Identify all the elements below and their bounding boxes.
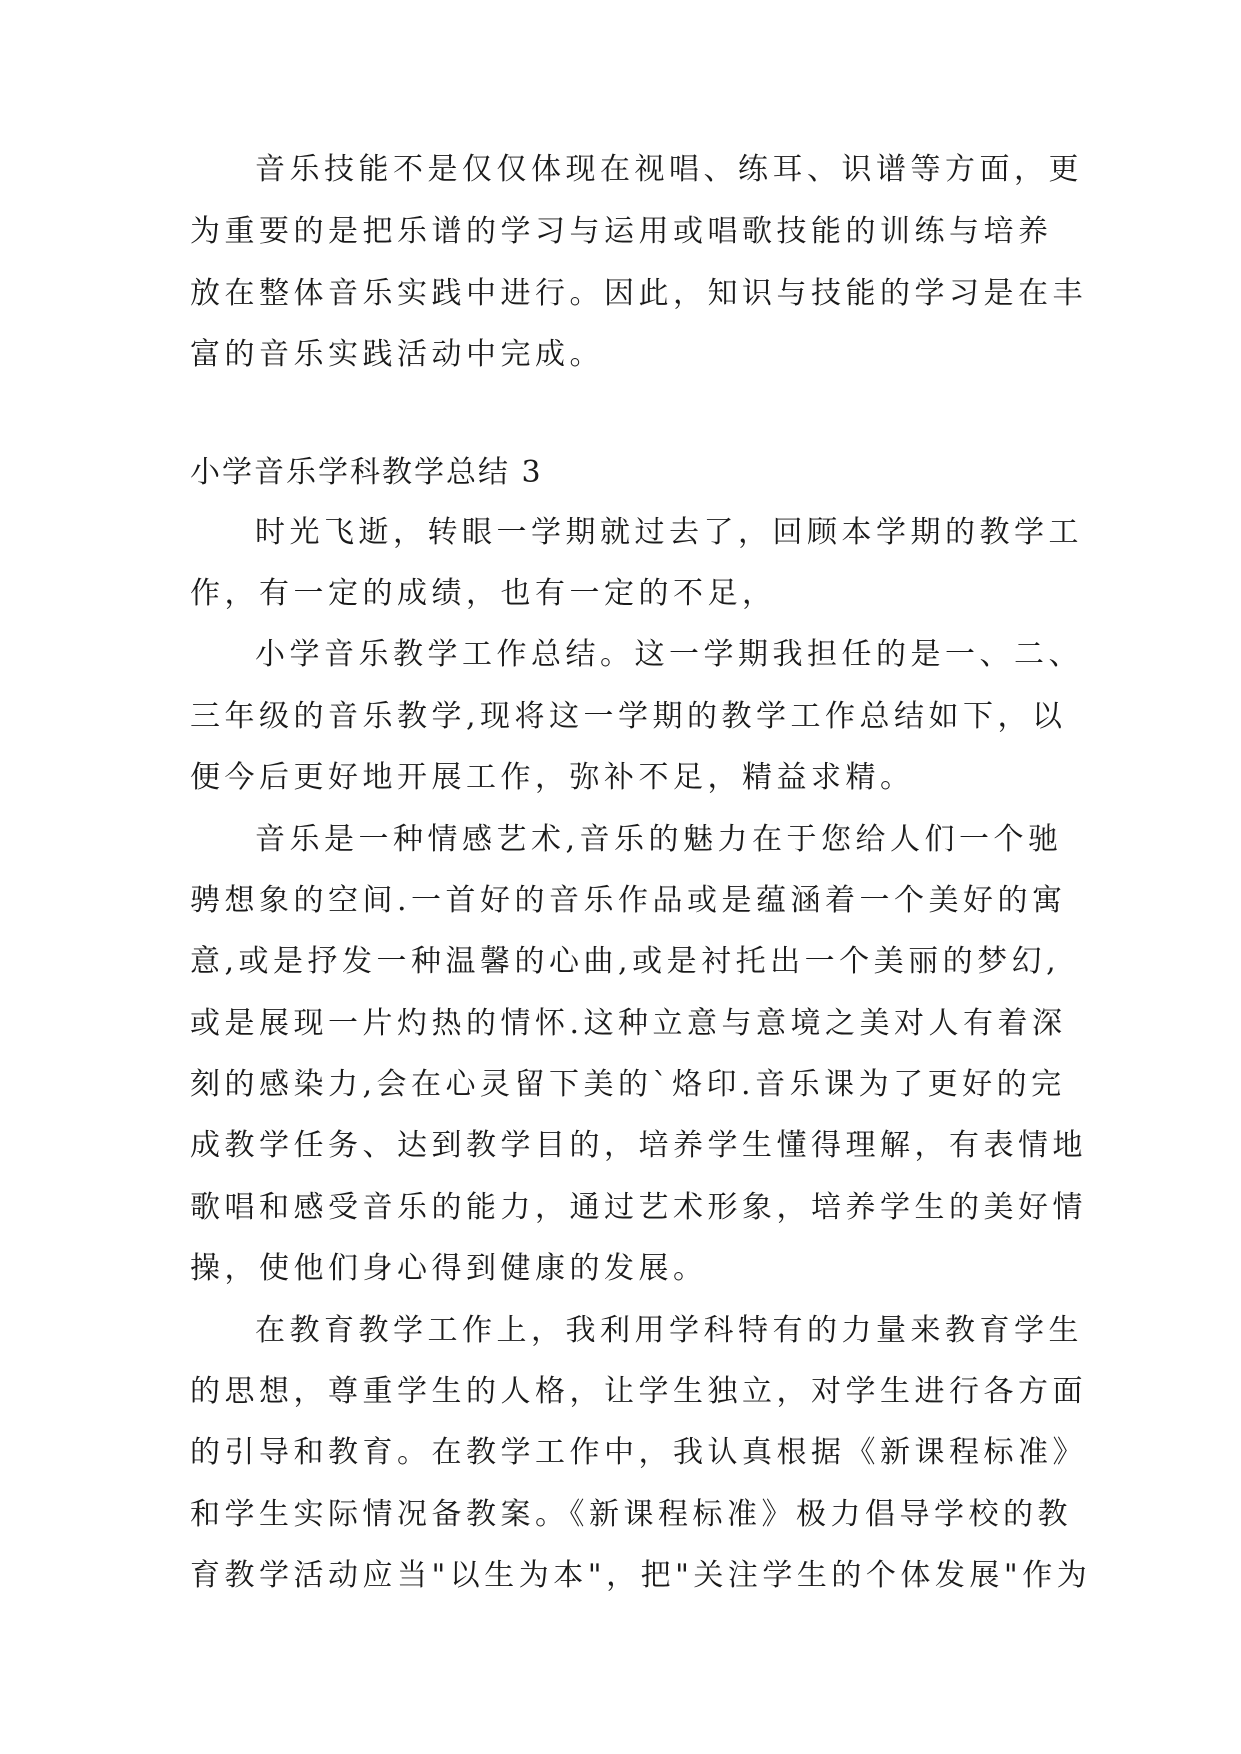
paragraph-5-line-4: 和学生实际情况备教案。《新课程标准》极力倡导学校的教 xyxy=(190,1497,1072,1532)
paragraph-2-line-2: 作，有一定的成绩，也有一定的不足， xyxy=(190,576,777,611)
paragraph-4-line-6: 成教学任务、达到教学目的，培养学生懂得理解，有表情地 xyxy=(190,1128,1087,1163)
section-heading: 小学音乐学科教学总结 3 xyxy=(190,455,543,490)
paragraph-4-line-2: 骋想象的空间.一首好的音乐作品或是蕴涵着一个美好的寓 xyxy=(190,883,1067,918)
paragraph-5-line-5: 育教学活动应当"以生为本"，把"关注学生的个体发展"作为 xyxy=(190,1558,1092,1593)
paragraph-4-line-1: 音乐是一种情感艺术,音乐的魅力在于您给人们一个驰 xyxy=(255,822,1063,857)
paragraph-4-line-5: 刻的感染力,会在心灵留下美的`烙印.音乐课为了更好的完 xyxy=(190,1067,1066,1102)
paragraph-1-line-4: 富的音乐实践活动中完成。 xyxy=(190,337,604,372)
paragraph-5-line-2: 的思想，尊重学生的人格，让学生独立，对学生进行各方面 xyxy=(190,1374,1087,1409)
paragraph-5-line-1: 在教育教学工作上，我利用学科特有的力量来教育学生 xyxy=(255,1313,1083,1348)
paragraph-3-line-2: 三年级的音乐教学,现将这一学期的教学工作总结如下，以 xyxy=(190,699,1067,734)
paragraph-3-line-1: 小学音乐教学工作总结。这一学期我担任的是一、二、 xyxy=(255,637,1083,672)
paragraph-4-line-3: 意,或是抒发一种温馨的心曲,或是衬托出一个美丽的梦幻, xyxy=(190,944,1061,979)
paragraph-4-line-8: 操，使他们身心得到健康的发展。 xyxy=(190,1251,708,1286)
paragraph-3-line-3: 便今后更好地开展工作，弥补不足，精益求精。 xyxy=(190,760,915,795)
paragraph-1-line-1: 音乐技能不是仅仅体现在视唱、练耳、识谱等方面，更 xyxy=(255,152,1083,187)
paragraph-4-line-4: 或是展现一片灼热的情怀.这种立意与意境之美对人有着深 xyxy=(190,1006,1067,1041)
paragraph-1-line-3: 放在整体音乐实践中进行。因此，知识与技能的学习是在丰 xyxy=(190,276,1087,311)
paragraph-2-line-1: 时光飞逝，转眼一学期就过去了，回顾本学期的教学工 xyxy=(255,515,1083,550)
paragraph-4-line-7: 歌唱和感受音乐的能力，通过艺术形象，培养学生的美好情 xyxy=(190,1190,1087,1225)
paragraph-1-line-2: 为重要的是把乐谱的学习与运用或唱歌技能的训练与培养 xyxy=(190,214,1053,249)
paragraph-5-line-3: 的引导和教育。在教学工作中，我认真根据《新课程标准》 xyxy=(190,1435,1087,1470)
